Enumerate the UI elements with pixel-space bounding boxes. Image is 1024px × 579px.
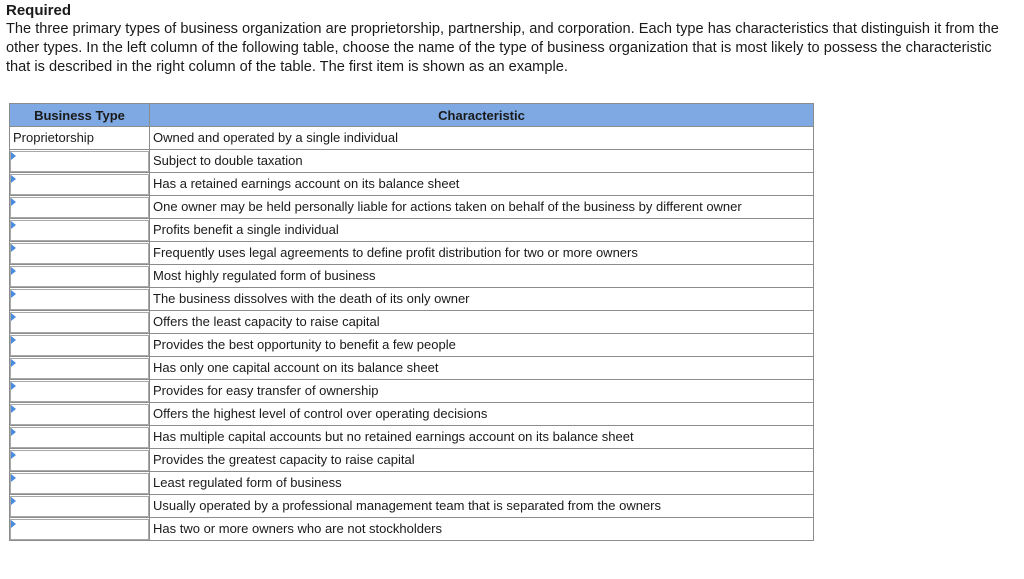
table-row xyxy=(10,403,814,426)
business-type-cell xyxy=(10,173,150,196)
business-type-dropdown[interactable] xyxy=(10,151,149,172)
business-type-cell xyxy=(10,449,150,472)
dropdown-arrow-icon xyxy=(11,336,16,344)
business-type-cell xyxy=(10,150,150,173)
instructions-text: The three primary types of business organization are proprietorship, partnership, and corporation. Each type has characteristics that distinguish it from the other types. In the left column of the following table, choose the name of the type of business organization that is most likely to possess the characteristic that is described in the right column of the table. The first item is shown as an example. xyxy=(6,21,999,75)
dropdown-arrow-icon xyxy=(11,359,16,367)
business-type-cell xyxy=(10,288,150,311)
table-row xyxy=(10,426,814,449)
table-row xyxy=(10,219,814,242)
table-header-row xyxy=(10,104,814,127)
table-row xyxy=(10,380,814,403)
characteristic-cell: Frequently uses legal agreements to define profit distribution for two or more owners xyxy=(150,242,814,265)
business-type-dropdown[interactable] xyxy=(10,358,149,379)
characteristic-cell: Provides for easy transfer of ownership xyxy=(150,380,814,403)
dropdown-arrow-icon xyxy=(11,244,16,252)
dropdown-arrow-icon xyxy=(11,198,16,206)
dropdown-arrow-icon xyxy=(11,152,16,160)
business-type-dropdown[interactable] xyxy=(10,289,149,310)
business-type-cell xyxy=(10,219,150,242)
characteristic-cell: One owner may be held personally liable for actions taken on behalf of the business by different owner xyxy=(150,196,814,219)
business-type-dropdown[interactable] xyxy=(10,427,149,448)
business-type-cell xyxy=(10,426,150,449)
business-type-cell xyxy=(10,265,150,288)
business-type-cell xyxy=(10,403,150,426)
characteristic-cell: Profits benefit a single individual xyxy=(150,219,814,242)
characteristic-cell: Most highly regulated form of business xyxy=(150,265,814,288)
table-row xyxy=(10,472,814,495)
business-type-dropdown[interactable] xyxy=(10,473,149,494)
table-row xyxy=(10,173,814,196)
business-type-dropdown[interactable] xyxy=(10,335,149,356)
dropdown-arrow-icon xyxy=(11,405,16,413)
table-row xyxy=(10,150,814,173)
required-heading: Required xyxy=(6,2,72,19)
characteristic-cell: Offers the least capacity to raise capital xyxy=(150,311,814,334)
table-row xyxy=(10,196,814,219)
business-type-cell xyxy=(10,311,150,334)
example-type: Proprietorship xyxy=(13,130,94,145)
business-type-cell xyxy=(10,196,150,219)
characteristic-cell: The business dissolves with the death of its only owner xyxy=(150,288,814,311)
business-type-dropdown[interactable] xyxy=(10,450,149,471)
characteristic-cell: Offers the highest level of control over operating decisions xyxy=(150,403,814,426)
business-type-cell xyxy=(10,518,150,541)
business-type-dropdown[interactable] xyxy=(10,197,149,218)
dropdown-arrow-icon xyxy=(11,221,16,229)
business-type-cell xyxy=(10,242,150,265)
characteristic-cell: Has only one capital account on its balance sheet xyxy=(150,357,814,380)
table-row xyxy=(10,495,814,518)
dropdown-arrow-icon xyxy=(11,175,16,183)
business-type-cell xyxy=(10,380,150,403)
dropdown-arrow-icon xyxy=(11,290,16,298)
business-type-dropdown[interactable] xyxy=(10,266,149,287)
dropdown-arrow-icon xyxy=(11,267,16,275)
table-row xyxy=(10,518,814,541)
table-body xyxy=(10,127,814,541)
business-type-dropdown[interactable] xyxy=(10,243,149,264)
table-row xyxy=(10,334,814,357)
business-type-table xyxy=(9,103,814,541)
table-row xyxy=(10,265,814,288)
dropdown-arrow-icon xyxy=(11,451,16,459)
table-row xyxy=(10,242,814,265)
characteristic-cell: Has two or more owners who are not stockholders xyxy=(150,518,814,541)
dropdown-arrow-icon xyxy=(11,497,16,505)
business-type-cell xyxy=(10,334,150,357)
header-characteristic: Characteristic xyxy=(150,104,814,127)
table-row xyxy=(10,357,814,380)
table-row xyxy=(10,311,814,334)
business-type-cell xyxy=(10,495,150,518)
characteristic-cell: Provides the greatest capacity to raise capital xyxy=(150,449,814,472)
business-type-dropdown[interactable] xyxy=(10,519,149,540)
business-type-dropdown[interactable] xyxy=(10,496,149,517)
dropdown-arrow-icon xyxy=(11,520,16,528)
business-type-dropdown[interactable] xyxy=(10,381,149,402)
business-type-dropdown[interactable] xyxy=(10,174,149,195)
business-type-cell xyxy=(10,472,150,495)
characteristic-cell: Has multiple capital accounts but no retained earnings account on its balance sheet xyxy=(150,426,814,449)
business-type-dropdown[interactable] xyxy=(10,312,149,333)
table-row xyxy=(10,449,814,472)
example-row xyxy=(10,127,814,150)
characteristic-cell: Subject to double taxation xyxy=(150,150,814,173)
example-type-cell xyxy=(10,127,150,150)
characteristic-cell: Usually operated by a professional management team that is separated from the owners xyxy=(150,495,814,518)
dropdown-arrow-icon xyxy=(11,474,16,482)
business-type-cell xyxy=(10,357,150,380)
example-characteristic: Owned and operated by a single individual xyxy=(150,127,814,150)
dropdown-arrow-icon xyxy=(11,428,16,436)
characteristic-cell: Least regulated form of business xyxy=(150,472,814,495)
table-row xyxy=(10,288,814,311)
business-type-dropdown[interactable] xyxy=(10,220,149,241)
dropdown-arrow-icon xyxy=(11,382,16,390)
business-type-dropdown[interactable] xyxy=(10,404,149,425)
characteristic-cell: Has a retained earnings account on its balance sheet xyxy=(150,173,814,196)
dropdown-arrow-icon xyxy=(11,313,16,321)
characteristic-cell: Provides the best opportunity to benefit a few people xyxy=(150,334,814,357)
header-business-type: Business Type xyxy=(10,104,150,127)
